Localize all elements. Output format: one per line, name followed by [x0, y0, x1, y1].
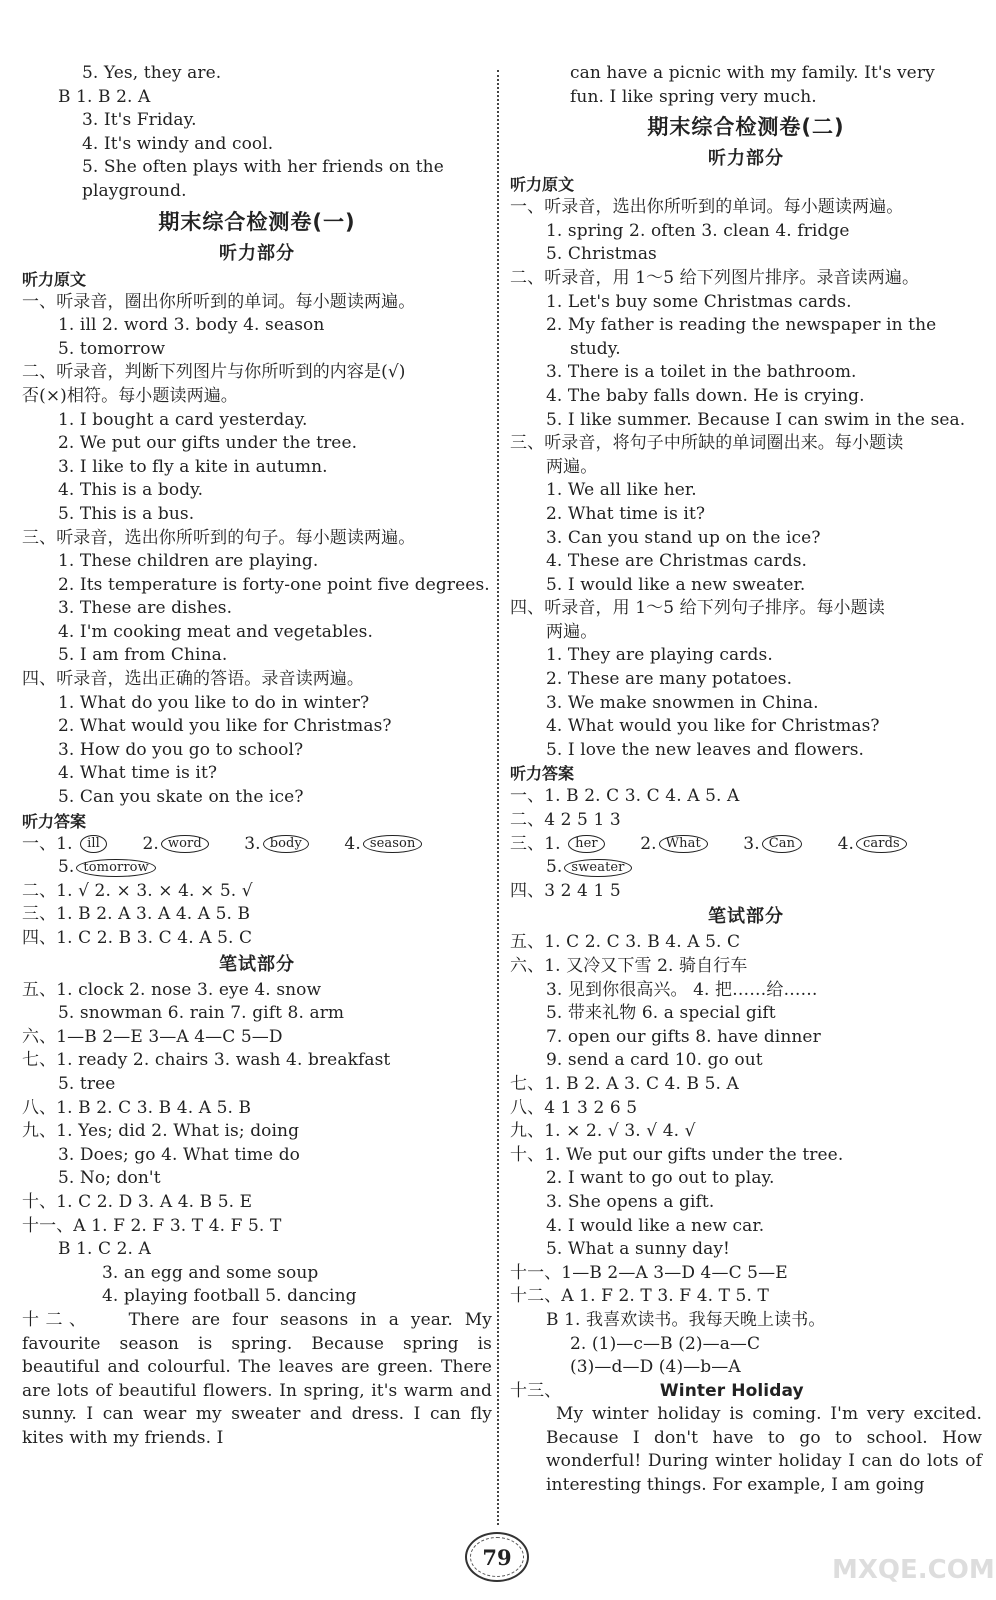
answer-line: 5. Christmas [546, 244, 657, 265]
right-column [510, 62, 982, 1498]
answer-line: 3. It's Friday. [82, 110, 197, 131]
answer-line: B 1. B 2. A [58, 86, 151, 107]
answer-line: 5. tree [58, 1073, 116, 1094]
answer-line: 2. (1)—c—B (2)—a—C [570, 1333, 761, 1354]
question-heading: 两遍。 [546, 456, 598, 477]
question-heading: 一、听录音，圈出你所听到的单词。每小题读两遍。 [22, 291, 416, 312]
circled-word: cards [856, 835, 907, 853]
answer-line: B 1. 我喜欢读书。我每天晚上读书。 [546, 1309, 826, 1330]
answer-line: 5. I love the new leaves and flowers. [546, 739, 865, 760]
answer-line: 5. I like summer. Because I can swim in the sea. [546, 409, 966, 430]
circled-answers: 5. tomorrow [22, 856, 492, 880]
section-title: 听力部分 [219, 242, 295, 264]
answer-line: 八、4 1 3 2 6 5 [510, 1097, 638, 1118]
answer-line: 3. Does; go 4. What time do [58, 1144, 301, 1165]
circled-word: What [659, 835, 708, 853]
answer-line: 5. Yes, they are. [82, 63, 222, 83]
essay-paragraph [22, 1309, 492, 1451]
question-heading: 四、听录音，用 1～5 给下列句子排序。每小题读 [510, 598, 885, 619]
page-number-badge [465, 1532, 529, 1582]
question-heading: 两遍。 [546, 621, 598, 642]
answer-line: 3. I like to fly a kite in autumn. [58, 456, 328, 477]
section-title: 听力部分 [708, 148, 784, 170]
answer-line: 3. We make snowmen in China. [546, 692, 819, 713]
answer-line: 四、1. C 2. B 3. C 4. A 5. C [22, 928, 253, 948]
answer-line: 二、1. √ 2. × 3. × 4. × 5. √ [22, 880, 253, 901]
circled-word: sweater [564, 859, 631, 877]
answer-line: 4. What time is it? [58, 763, 218, 784]
answer-line: 十、1. C 2. D 3. A 4. B 5. E [22, 1191, 253, 1212]
answer-line: 五、1. C 2. C 3. B 4. A 5. C [510, 932, 741, 953]
answer-line: 5. Can you skate on the ice? [58, 787, 304, 808]
exam-title: 期末综合检测卷(二) [647, 115, 845, 140]
essay-heading-row [510, 1380, 982, 1404]
answer-line: 1. These children are playing. [58, 551, 319, 572]
question-number: 十三、 [510, 1380, 562, 1401]
answer-line: 3. She opens a gift. [546, 1191, 715, 1212]
answer-line: 5. 带来礼物 6. a special gift [546, 1003, 776, 1024]
answer-line: 三、1. B 2. A 3. A 4. A 5. B [22, 904, 251, 925]
answer-line: playground. [82, 180, 187, 201]
answer-line: 九、1. × 2. √ 3. √ 4. √ [510, 1121, 696, 1142]
question-heading: 否(×)相符。每小题读两遍。 [22, 385, 238, 406]
answer-line: 3. There is a toilet in the bathroom. [546, 362, 857, 383]
section-title: 笔试部分 [708, 906, 784, 928]
answer-line: 4. It's windy and cool. [82, 133, 274, 154]
answer-line: 5. What a sunny day! [546, 1239, 730, 1260]
subsection-heading: 听力答案 [510, 764, 575, 784]
circled-answers: 一、1. ill 2. word 3. body 4. season [22, 833, 492, 857]
answer-line: 4. playing football 5. dancing [102, 1286, 357, 1307]
answer-line: 3. These are dishes. [58, 598, 233, 619]
watermark: MXQE.COM [832, 1555, 995, 1585]
answer-line: 5. She often plays with her friends on the [82, 157, 444, 178]
answer-line: can have a picnic with my family. It's very [570, 63, 935, 83]
question-heading: 一、听录音，选出你所听到的单词。每小题读两遍。 [510, 197, 904, 218]
answer-line: 六、1. 又冷又下雪 2. 骑自行车 [510, 956, 748, 976]
subsection-heading: 听力答案 [22, 811, 87, 831]
answer-line: 5. snowman 6. rain 7. gift 8. arm [58, 1003, 345, 1024]
answer-line: 2. Its temperature is forty-one point five degrees. [58, 574, 490, 595]
answer-line: 四、3 2 4 1 5 [510, 880, 621, 901]
answer-line: 1. What do you like to do in winter? [58, 692, 370, 713]
answer-line: 4. I would like a new car. [546, 1215, 765, 1236]
answer-line: 5. I would like a new sweater. [546, 574, 806, 595]
answer-line: 9. send a card 10. go out [546, 1050, 763, 1071]
answer-line: 1. spring 2. often 3. clean 4. fridge [546, 220, 850, 241]
subsection-heading: 听力原文 [510, 175, 575, 195]
answer-line: 九、1. Yes; did 2. What is; doing [22, 1121, 300, 1142]
answer-line: 七、1. ready 2. chairs 3. wash 4. breakfast [22, 1050, 391, 1071]
question-heading: 三、听录音，将句子中所缺的单词圈出来。每小题读 [510, 433, 904, 454]
answer-line: 5. I am from China. [58, 645, 228, 666]
essay-paragraph: My winter holiday is coming. I'm very excited. Because I don't have to go to school. How wonderful! During winter holiday I can do lots of interesting things. For example, I am going [546, 1404, 982, 1496]
circled-word: tomorrow [76, 859, 155, 877]
question-heading: 三、听录音，选出你所听到的句子。每小题读两遍。 [22, 527, 416, 548]
answer-line: 十、1. We put our gifts under the tree. [510, 1144, 844, 1165]
answer-line: 2. My father is reading the newspaper in the [546, 315, 937, 336]
answer-line: 2. I want to go out to play. [546, 1168, 775, 1189]
circled-word: her [568, 835, 605, 853]
answer-line: 3. 见到你很高兴。 4. 把……给…… [546, 979, 818, 1000]
answer-line: 1. ill 2. word 3. body 4. season [58, 315, 325, 336]
answer-line: 3. an egg and some soup [102, 1262, 319, 1283]
circled-word: season [363, 835, 423, 853]
answer-line: 4. These are Christmas cards. [546, 551, 808, 572]
answer-line: 2. These are many potatoes. [546, 669, 793, 690]
answer-line: 4. This is a body. [58, 480, 204, 501]
circled-word: word [161, 835, 209, 853]
answer-line: 5. No; don't [58, 1168, 161, 1189]
answer-line: fun. I like spring very much. [570, 86, 817, 107]
answer-line: 2. We put our gifts under the tree. [58, 433, 358, 454]
answer-line: (3)—d—D (4)—b—A [570, 1357, 741, 1378]
answer-line: 七、1. B 2. A 3. C 4. B 5. A [510, 1073, 739, 1094]
answer-line: 3. How do you go to school? [58, 739, 304, 760]
answer-line: 六、1—B 2—E 3—A 4—C 5—D [22, 1026, 283, 1047]
answer-line: 4. What would you like for Christmas? [546, 716, 880, 737]
question-heading: 四、听录音，选出正确的答语。录音读两遍。 [22, 669, 364, 690]
exam-title: 期末综合检测卷(一) [158, 209, 356, 234]
answer-line: 4. I'm cooking meat and vegetables. [58, 621, 374, 642]
answer-line: 十一、1—B 2—A 3—D 4—C 5—E [510, 1262, 788, 1283]
answer-prefix: 一、1. [22, 833, 73, 854]
question-heading: 二、听录音，用 1～5 给下列图片排序。录音读两遍。 [510, 267, 920, 288]
essay-title: Winter Holiday [659, 1380, 804, 1401]
circled-answers: 三、1. her 2. What 3. Can 4. cards [510, 833, 982, 857]
answer-line: 十一、A 1. F 2. F 3. T 4. F 5. T [22, 1215, 282, 1236]
answer-line: 2. What would you like for Christmas? [58, 716, 392, 737]
answer-line: 1. They are playing cards. [546, 645, 773, 666]
left-column [22, 62, 492, 1450]
answer-line: 2. What time is it? [546, 503, 706, 524]
answer-line: 4. The baby falls down. He is crying. [546, 385, 865, 406]
answer-line: 1. Let's buy some Christmas cards. [546, 291, 852, 312]
circled-word: body [263, 835, 309, 853]
circled-word: ill [80, 835, 107, 853]
answer-line: 五、1. clock 2. nose 3. eye 4. snow [22, 979, 322, 1000]
essay-text: There are four seasons in a year. My favourite season is spring. Because spring is beautiful and colourful. The leaves are green. There are lots of beautiful flowers. In spring, it's warm and sunny. I can wear my sweater and dress. I can fly kites with my friends. I [22, 1309, 492, 1448]
answer-line: 5. tomorrow [58, 338, 166, 359]
answer-line: 一、1. B 2. C 3. C 4. A 5. A [510, 786, 740, 807]
answer-line: 1. We all like her. [546, 480, 697, 501]
section-title: 笔试部分 [219, 953, 295, 975]
answer-line: 7. open our gifts 8. have dinner [546, 1026, 821, 1047]
subsection-heading: 听力原文 [22, 269, 87, 289]
answer-line: 5. This is a bus. [58, 503, 195, 524]
answer-line: study. [570, 338, 621, 359]
circled-word: Can [762, 835, 802, 853]
answer-line: B 1. C 2. A [58, 1239, 151, 1260]
answer-line: 十二、A 1. F 2. T 3. F 4. T 5. T [510, 1286, 769, 1307]
answer-line: 3. Can you stand up on the ice? [546, 527, 821, 548]
answer-line: 1. I bought a card yesterday. [58, 409, 308, 430]
question-number: 十二、 [22, 1309, 93, 1330]
column-divider [497, 70, 499, 1525]
question-heading: 二、听录音，判断下列图片与你所听到的内容是(√) [22, 362, 406, 383]
circled-answers: 5. sweater [510, 856, 982, 880]
answer-line: 二、4 2 5 1 3 [510, 810, 621, 831]
page-number: 79 [482, 1544, 512, 1570]
answer-line: 八、1. B 2. C 3. B 4. A 5. B [22, 1097, 252, 1118]
answer-prefix: 三、1. [510, 833, 561, 854]
